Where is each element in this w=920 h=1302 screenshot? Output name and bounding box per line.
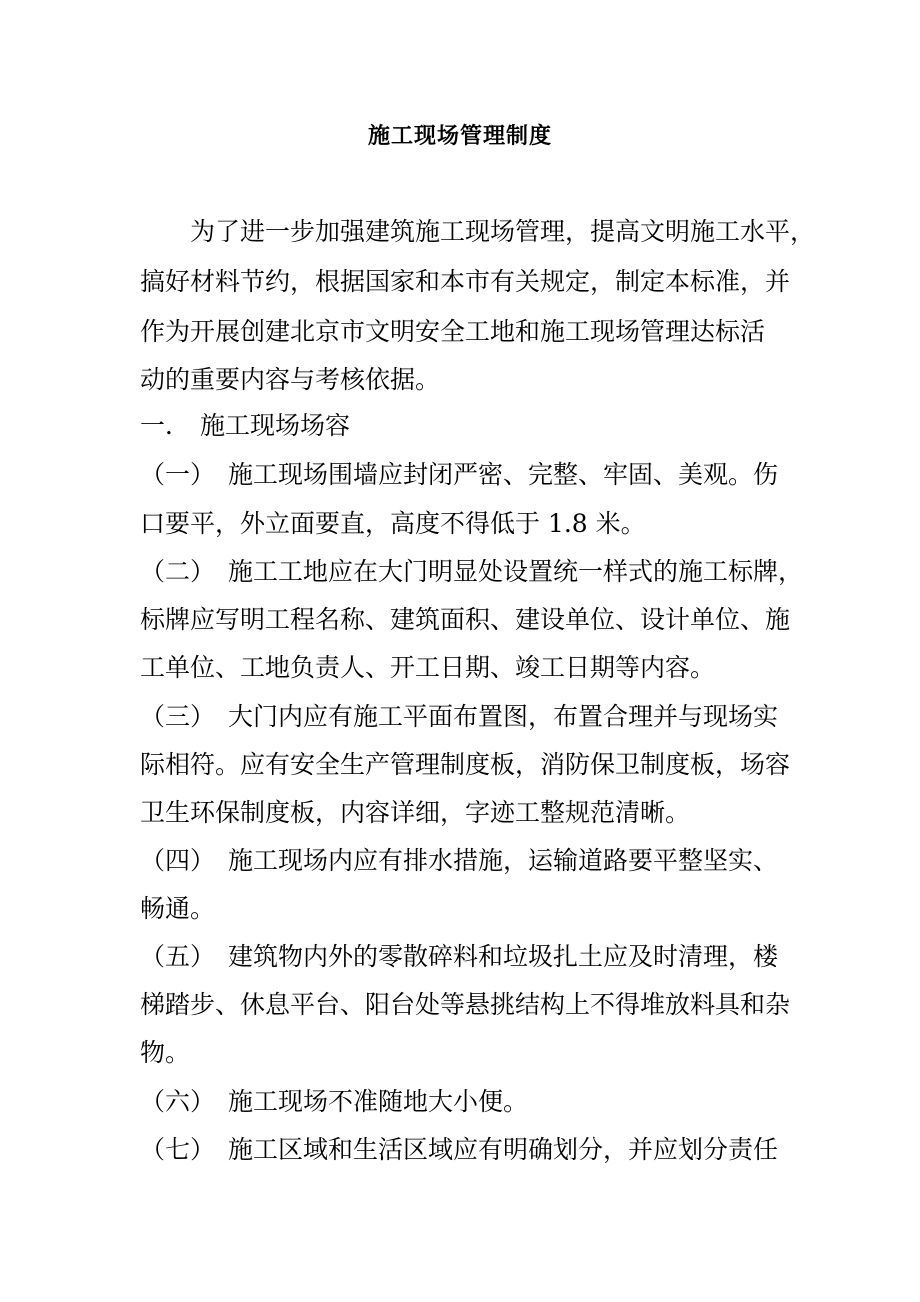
list-item <box>140 1082 528 1122</box>
list-item <box>140 455 778 495</box>
item-marker: （六） <box>140 1087 216 1116</box>
list-item <box>140 937 778 977</box>
item-continuation: 卫生环保制度板，内容详细，字迹工整规范清晰。 <box>140 798 691 827</box>
item-text: 施工现场围墙应封闭严密、完整、牢固、美观。伤 <box>228 460 779 489</box>
list-item <box>140 552 803 592</box>
item-continuation: 梯踏步、休息平台、阳台处等悬挑结构上不得堆放料具和杂 <box>140 990 791 1019</box>
section-number: 一． <box>140 411 191 440</box>
item-text: 施工区域和生活区域应有明确划分，并应划分责任 <box>228 1135 779 1164</box>
document-title: 施工现场管理制度 <box>367 123 552 149</box>
list-item <box>140 841 778 881</box>
item-continuation: 际相符。应有安全生产管理制度板，消防保卫制度板，场容 <box>140 750 791 779</box>
intro-line: 作为开展创建北京市文明安全工地和施工现场管理达标活 <box>140 317 766 346</box>
item-marker: （二） <box>140 557 216 586</box>
section-title: 施工现场场容 <box>200 411 351 440</box>
item-marker: （五） <box>140 942 216 971</box>
item-continuation: 标牌应写明工程名称、建筑面积、建设单位、设计单位、施 <box>140 605 791 634</box>
item-text: 施工工地应在大门明显处设置统一样式的施工标牌， <box>228 557 804 586</box>
section-heading <box>140 406 350 446</box>
item-continuation: 工单位、工地负责人、开工日期、竣工日期等内容。 <box>140 653 716 682</box>
intro-line: 动的重要内容与考核依据。 <box>140 365 441 394</box>
item-continuation: 口要平，外立面要直，高度不得低于 1.8 米。 <box>140 509 646 538</box>
item-text: 大门内应有施工平面布置图，布置合理并与现场实 <box>228 702 779 731</box>
item-marker: （七） <box>140 1135 216 1164</box>
item-marker: （一） <box>140 460 216 489</box>
item-text: 施工现场内应有排水措施，运输道路要平整坚实、 <box>228 846 779 875</box>
item-marker: （四） <box>140 846 216 875</box>
item-continuation: 物。 <box>140 1038 191 1067</box>
item-continuation: 畅通。 <box>140 894 216 923</box>
list-item <box>140 1130 778 1170</box>
item-marker: （三） <box>140 702 216 731</box>
item-text: 建筑物内外的零散碎料和垃圾扎土应及时清理，楼 <box>228 942 779 971</box>
item-text: 施工现场不准随地大小便。 <box>228 1087 529 1116</box>
list-item <box>140 697 778 737</box>
intro-line: 搞好材料节约，根据国家和本市有关规定，制定本标准，并 <box>140 267 791 296</box>
intro-line: 为了进一步加强建筑施工现场管理，提高文明施工水平， <box>190 217 816 246</box>
